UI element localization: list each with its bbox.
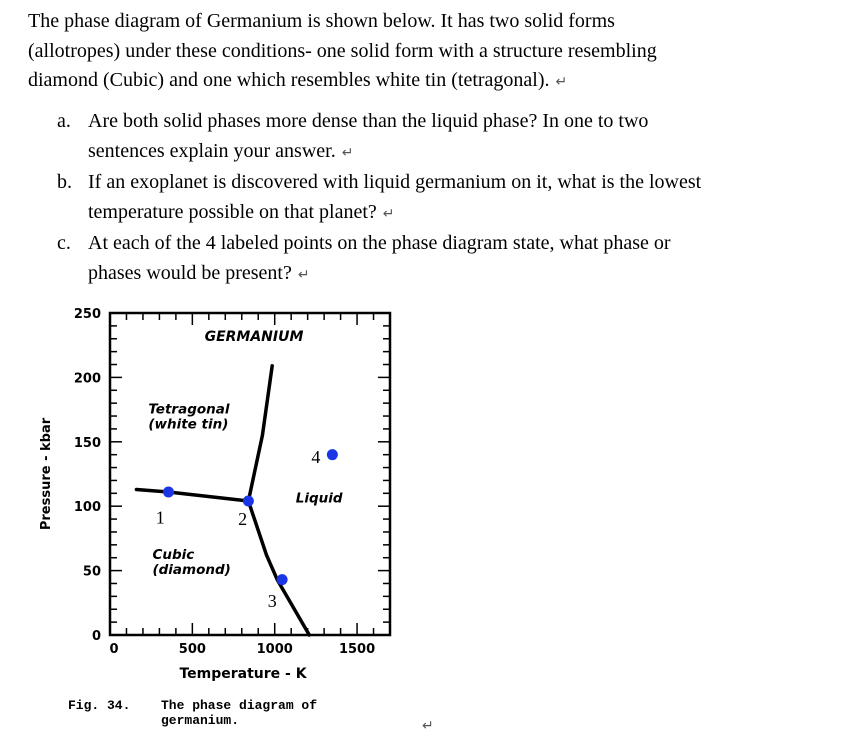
x-tick-label: 0 (109, 642, 119, 657)
caption-line: germanium. (161, 713, 240, 728)
paragraph-mark-icon: ↵ (382, 205, 395, 222)
region-label: (diamond) (152, 562, 231, 579)
question-letter: b. (57, 171, 72, 193)
question-line-text: temperature possible on that planet? (88, 200, 377, 223)
y-tick-label: 50 (82, 564, 101, 580)
region-label: Tetragonal (148, 401, 230, 418)
plot-frame (110, 313, 390, 635)
phase-boundary-tetragonal-cubic (136, 490, 248, 502)
x-axis-label: Temperature - K (179, 666, 307, 682)
point-1-label: 1 (155, 507, 165, 528)
paragraph-mark-icon: ↵ (555, 74, 568, 90)
chart-title: GERMANIUM (204, 329, 304, 345)
x-tick-label: 1000 (256, 642, 293, 657)
intro-line: (allotropes) under these conditions- one solid form with a structure resembling (28, 39, 657, 62)
question-line: At each of the 4 labeled points on the phase diagram state, what phase or (88, 232, 671, 254)
point-3-marker (277, 574, 288, 585)
caption-text (161, 698, 317, 728)
y-tick-label: 0 (91, 629, 101, 644)
question-line: Are both solid phases more dense than the liquid phase? In one to two (88, 110, 649, 132)
intro-line-text: diamond (Cubic) and one which resembles white tin (tetragonal). (28, 69, 550, 91)
phase-boundary-tetragonal-liquid (248, 366, 272, 501)
y-tick-label: 200 (73, 371, 101, 387)
paragraph-mark-icon: ↵ (422, 718, 434, 734)
region-label: Cubic (152, 547, 195, 564)
point-4-label: 4 (311, 446, 321, 467)
question-letter: c. (57, 232, 71, 254)
chart-labels (39, 307, 375, 682)
region-label: Liquid (295, 490, 343, 507)
y-tick-label: 250 (73, 307, 101, 322)
labeled-points (156, 447, 338, 611)
y-tick-label: 150 (73, 435, 101, 451)
question-line-text: sentences explain your answer. (88, 139, 336, 162)
question-line-text: phases would be present? (88, 261, 292, 284)
phase-boundary-cubic-liquid (248, 501, 309, 635)
point-1-marker (163, 487, 174, 498)
point-2-label: 2 (238, 508, 248, 529)
point-4-marker (327, 449, 338, 460)
question-letter: a. (57, 110, 71, 132)
region-label: (white tin) (148, 416, 229, 433)
point-3-label: 3 (267, 591, 277, 612)
question-line: If an exoplanet is discovered with liquid germanium on it, what is the lowest (88, 171, 702, 193)
caption-line: The phase diagram of (161, 698, 318, 713)
paragraph-mark-icon: ↵ (341, 144, 354, 161)
figure-number: Fig. 34. (68, 698, 131, 713)
paragraph-mark-icon: ↵ (297, 266, 310, 283)
intro-line: The phase diagram of Germanium is shown below. It has two solid forms (28, 10, 615, 32)
y-tick-label: 100 (73, 500, 101, 516)
tick-marks (110, 313, 390, 635)
point-2-marker (243, 496, 254, 507)
x-tick-label: 1500 (338, 642, 376, 657)
x-tick-label: 500 (178, 642, 206, 657)
y-axis-label: Pressure - kbar (39, 417, 54, 531)
